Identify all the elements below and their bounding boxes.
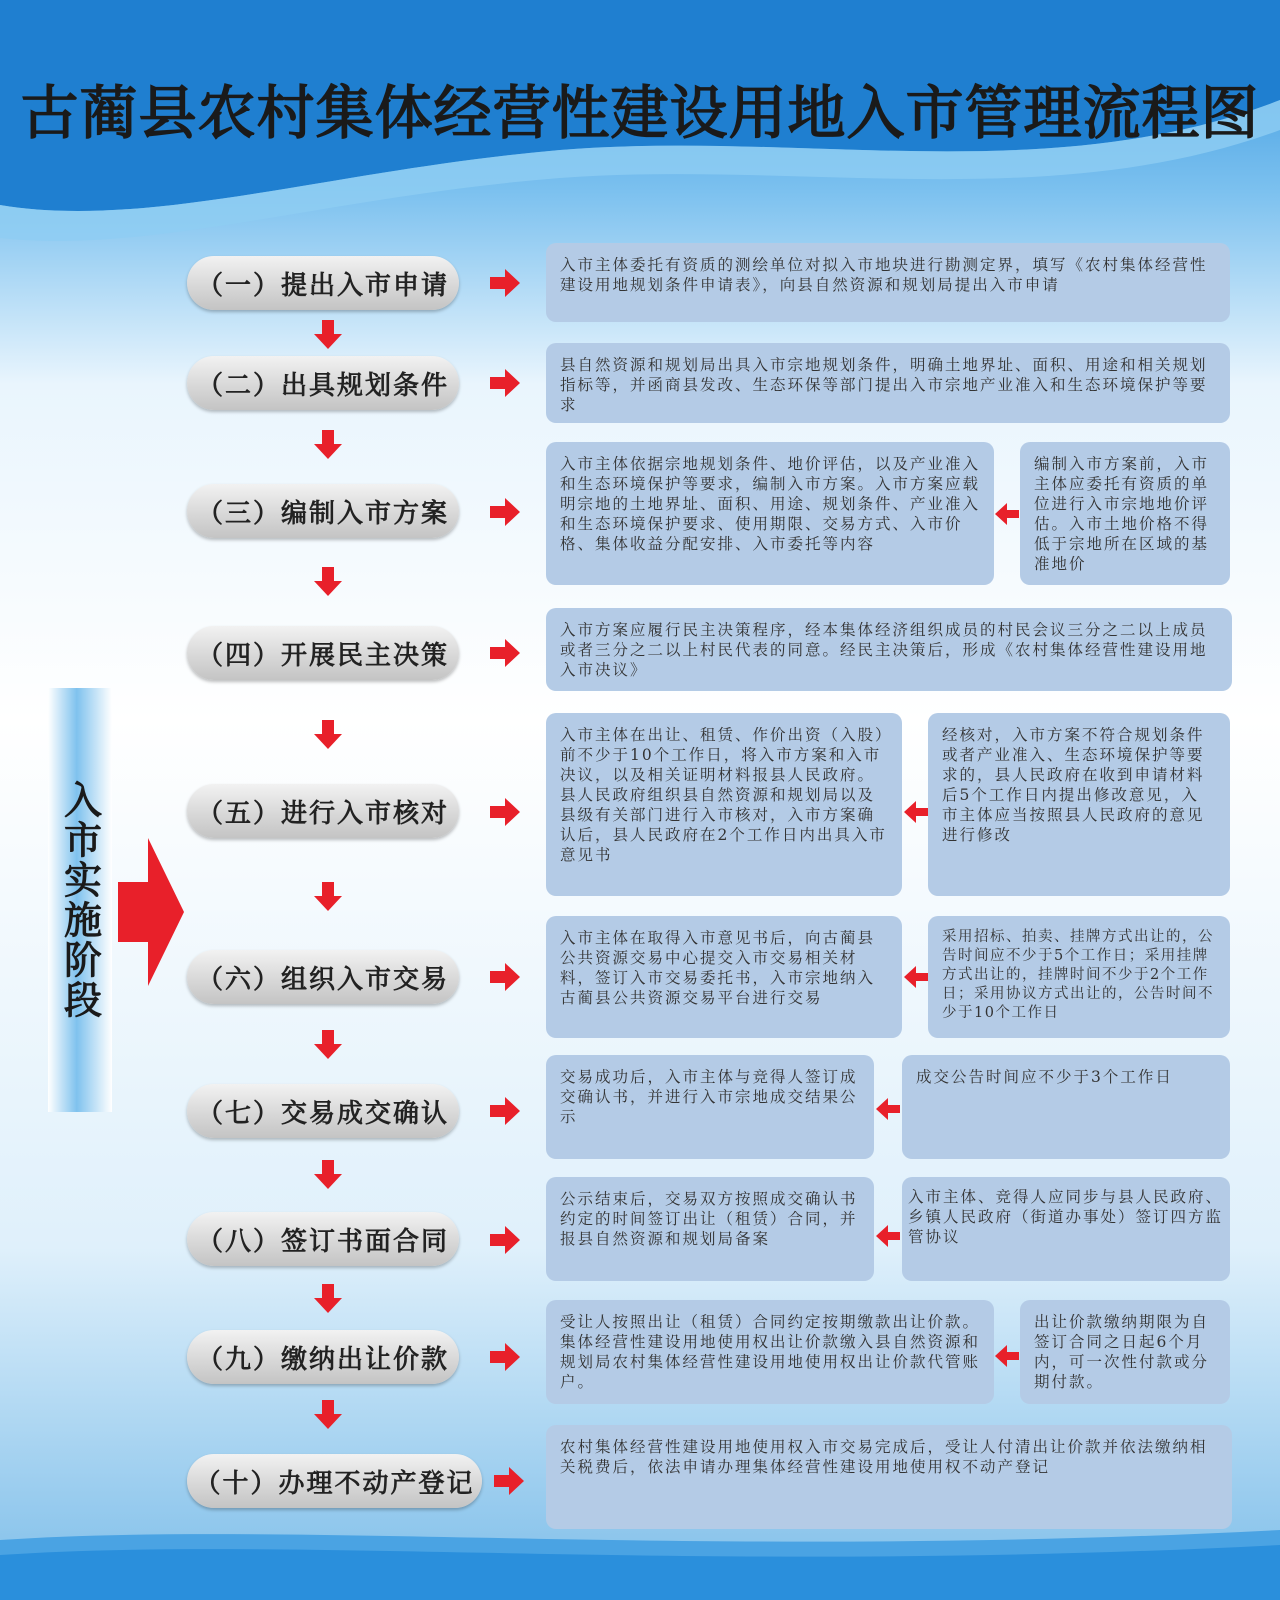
step-2-pill: （二）出具规划条件 [187,356,459,410]
right-arrow-icon [490,368,520,398]
step-8-note: 入市主体、竞得人应同步与县人民政府、乡镇人民政府（街道办事处）签订四方监管协议 [902,1177,1230,1281]
down-arrow-icon [313,320,343,350]
right-arrow-icon [494,1466,524,1496]
step-1-pill: （一）提出入市申请 [187,256,459,310]
down-arrow-icon [313,430,343,460]
step-9-note: 出让价款缴纳期限为自签订合同之日起6个月内，可一次性付款或分期付款。 [1020,1300,1230,1404]
step-9-pill: （九）缴纳出让价款 [187,1330,459,1384]
down-arrow-icon [313,1160,343,1190]
step-10-description: 农村集体经营性建设用地使用权入市交易完成后，受让人付清出让价款并依法缴纳相关税费后，依法申请办理集体经营性建设用地使用权不动产登记 [546,1425,1232,1529]
step-8-description: 公示结束后，交易双方按照成交确认书约定的时间签订出让（租赁）合同，并报县自然资源和规划局备案 [546,1177,874,1281]
step-5-description: 入市主体在出让、租赁、作价出资（入股）前不少于10个工作日，将入市方案和入市决议，以及相关证明材料报县人民政府。县人民政府组织县自然资源和规划局以及县级有关部门进行入市核对，入市方案确认后，县人民政府在2个工作日内出具入市意见书 [546,713,902,896]
step-3-pill: （三）编制入市方案 [187,484,459,538]
step-7-note: 成交公告时间应不少于3个工作日 [902,1055,1230,1159]
big-right-arrow-icon [118,838,184,986]
right-arrow-icon [490,1225,520,1255]
step-6-description: 入市主体在取得入市意见书后，向古蔺县公共资源交易中心提交入市交易相关材料，签订入市交易委托书，入市宗地纳入古蔺县公共资源交易平台进行交易 [546,916,902,1038]
left-arrow-icon [904,965,928,989]
step-7-pill: （七）交易成交确认 [187,1084,459,1138]
down-arrow-icon [313,1030,343,1060]
right-arrow-icon [490,268,520,298]
step-8-pill: （八）签订书面合同 [187,1212,459,1266]
left-arrow-icon [995,502,1019,526]
down-arrow-icon [313,1284,343,1314]
down-arrow-icon [313,567,343,597]
left-arrow-icon [876,1224,900,1248]
phase-label-text: 入市实施阶段 [57,780,102,1020]
left-arrow-icon [876,1097,900,1121]
page-title: 古蔺县农村集体经营性建设用地入市管理流程图 [20,79,1260,147]
step-7-description: 交易成功后，入市主体与竞得人签订成交确认书，并进行入市宗地成交结果公示 [546,1055,874,1159]
step-3-description: 入市主体依据宗地规划条件、地价评估，以及产业准入和生态环境保护等要求，编制入市方案。入市方案应载明宗地的土地界址、面积、用途、规划条件、产业准入和生态环境保护要求、使用期限、交易方式、入市价格、集体收益分配安排、入市委托等内容 [546,442,994,585]
right-arrow-icon [490,1096,520,1126]
right-arrow-icon [490,962,520,992]
step-4-description: 入市方案应履行民主决策程序，经本集体经济组织成员的村民会议三分之二以上成员或者三分之二以上村民代表的同意。经民主决策后，形成《农村集体经营性建设用地入市决议》 [546,608,1232,691]
down-arrow-icon [313,1400,343,1430]
step-6-note: 采用招标、拍卖、挂牌方式出让的，公告时间应不少于5个工作日；采用挂牌方式出让的，挂牌时间不少于2个工作日；采用协议方式出让的，公告时间不少于10个工作日 [928,916,1230,1038]
step-5-pill: （五）进行入市核对 [187,784,459,838]
step-5-note: 经核对，入市方案不符合规划条件或者产业准入、生态环境保护等要求的，县人民政府在收到申请材料后5个工作日内提出修改意见，入市主体应当按照县人民政府的意见进行修改 [928,713,1230,896]
right-arrow-icon [490,497,520,527]
step-4-pill: （四）开展民主决策 [187,626,459,680]
down-arrow-icon [313,720,343,750]
left-arrow-icon [995,1344,1019,1368]
step-9-description: 受让人按照出让（租赁）合同约定按期缴款出让价款。集体经营性建设用地使用权出让价款缴入县自然资源和规划局农村集体经营性建设用地使用权出让价款代管账户。 [546,1300,994,1404]
phase-label [48,688,112,1112]
step-2-description: 县自然资源和规划局出具入市宗地规划条件，明确土地界址、面积、用途和相关规划指标等，并函商县发改、生态环保等部门提出入市宗地产业准入和生态环境保护等要求 [546,343,1230,423]
step-6-pill: （六）组织入市交易 [187,950,459,1004]
right-arrow-icon [490,638,520,668]
right-arrow-icon [490,1342,520,1372]
right-arrow-icon [490,797,520,827]
down-arrow-icon [313,882,343,912]
step-1-description: 入市主体委托有资质的测绘单位对拟入市地块进行勘测定界，填写《农村集体经营性建设用地规划条件申请表》，向县自然资源和规划局提出入市申请 [546,243,1230,322]
step-10-pill: （十）办理不动产登记 [187,1454,482,1508]
step-3-note: 编制入市方案前，入市主体应委托有资质的单位进行入市宗地地价评估。入市土地价格不得低于宗地所在区域的基准地价 [1020,442,1230,585]
left-arrow-icon [904,800,928,824]
